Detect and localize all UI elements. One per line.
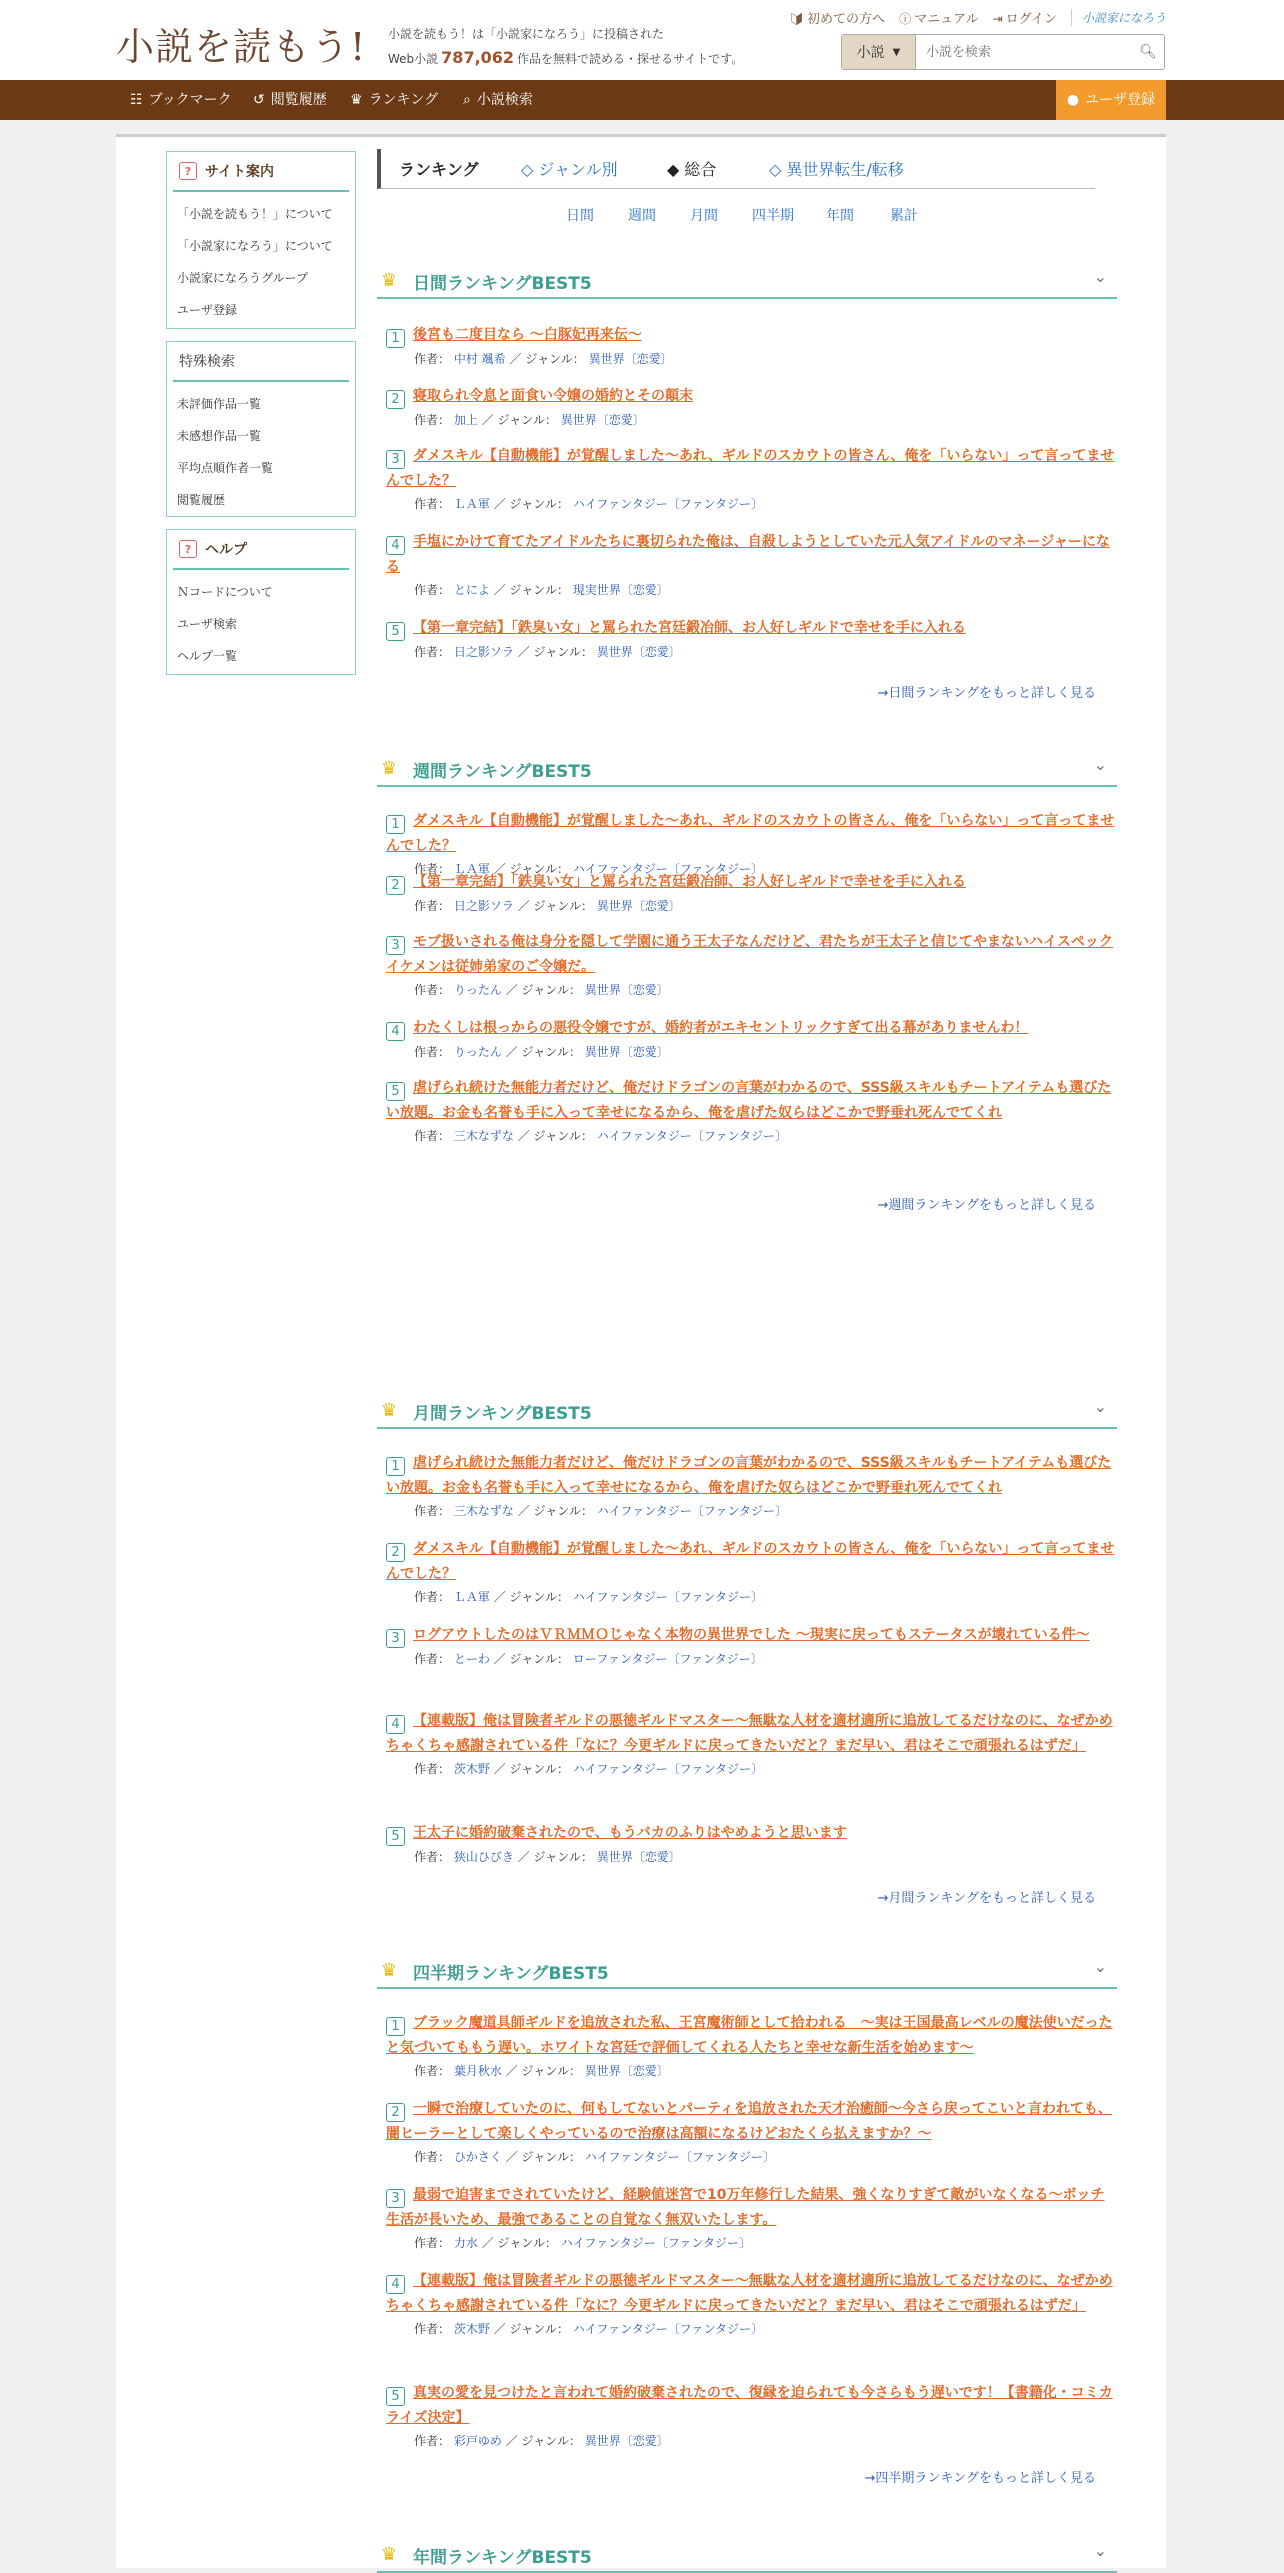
- ranking-entry: [386, 870, 1116, 914]
- author-label: 作者：: [414, 1045, 451, 1059]
- novel-title-link[interactable]: 【第一章完結】「鉄臭い女」と罵られた宮廷鍛冶師、お人好しギルドで幸せを手に入れる: [413, 620, 966, 636]
- rank-number: 4: [386, 2275, 405, 2294]
- author-link[interactable]: りったん: [453, 983, 502, 997]
- genre-label: ／ ジャンル：: [493, 1652, 569, 1666]
- author-link[interactable]: 狭山ひびき: [453, 1850, 514, 1864]
- tagline-line-1: 小説を読もう！は「小説家になろう」に投稿された: [388, 27, 665, 41]
- author-link[interactable]: 茨木野: [453, 1762, 490, 1776]
- sidebar-link-user-search[interactable]: ユーザ検索: [177, 617, 238, 631]
- novel-title-link[interactable]: わたくしは根っからの悪役令嬢ですが、婚約者がエキセントリックすぎて出る幕がありませんわ！: [413, 1020, 1029, 1036]
- search-box: [841, 34, 1165, 70]
- help-circle-icon: ⓘ: [899, 12, 912, 26]
- genre-link[interactable]: 異世界〔恋愛〕: [560, 413, 645, 427]
- novel-meta: [386, 2062, 1116, 2079]
- ranking-entry: [386, 2097, 1116, 2165]
- author-label: 作者：: [414, 2434, 451, 2448]
- author-label: 作者：: [414, 2150, 451, 2164]
- nav-history-label: 閲覧履歴: [270, 92, 327, 108]
- novel-title-link[interactable]: ブラック魔道具師ギルドを追放された私、王宮魔術師として拾われる 〜実は王国最高レベルの魔法使いだったと気づいてももう遅い。ホワイトな宮廷で評価してくれる人たちと幸せな新生活を始めます〜: [386, 2015, 1113, 2056]
- sidebar-special-search: [166, 341, 356, 517]
- ranking-entry: [386, 1537, 1116, 1605]
- sidebar-link-narou-group[interactable]: 小説家になろうグループ: [177, 271, 309, 285]
- author-label: 作者：: [414, 1590, 451, 1604]
- top-links: [789, 8, 1166, 27]
- novel-title-link[interactable]: ダメスキル【自動機能】が覚醒しました〜あれ、ギルドのスカウトの皆さん、俺を「いらない」って言ってませんでした？: [386, 448, 1115, 489]
- author-label: 作者：: [414, 413, 451, 427]
- novel-meta: [386, 1502, 1116, 1519]
- question-icon: ?: [179, 540, 197, 558]
- novel-meta: [386, 981, 1116, 998]
- crown-icon: ♛: [381, 2544, 398, 2565]
- author-link[interactable]: 力水: [453, 2236, 478, 2250]
- narou-brand-link[interactable]: 小説家になろう: [1071, 9, 1166, 26]
- ranking-entry: [386, 2269, 1116, 2337]
- rank-number: 3: [386, 2189, 405, 2208]
- genre-link[interactable]: ハイファンタジー〔ファンタジー〕: [584, 2150, 775, 2164]
- rank-number: 1: [386, 815, 405, 834]
- genre-label: ／ ジャンル：: [505, 2064, 581, 2078]
- novel-title-link[interactable]: 最弱で迫害までされていたけど、経験値迷宮で10万年修行した結果、強くなりすぎて敵がいなくなる〜ボッチ生活が長いため、最強であることの自覚なく無双いたします。: [386, 2187, 1105, 2228]
- nav-history[interactable]: [253, 80, 327, 120]
- chevron-down-icon[interactable]: ⌄: [1093, 1397, 1107, 1416]
- genre-label: ／ ジャンル：: [505, 1045, 581, 1059]
- sidebar-guide-title-text: サイト案内: [205, 164, 275, 180]
- genre-link[interactable]: 異世界〔恋愛〕: [584, 1045, 669, 1059]
- section-title: 月間ランキングBEST5: [413, 1404, 592, 1424]
- chevron-down-icon: ▼: [892, 46, 901, 58]
- ranking-entry: [386, 384, 1116, 428]
- rank-number: 5: [386, 2387, 405, 2406]
- novel-meta: [386, 2148, 1116, 2165]
- beginners-link[interactable]: [789, 8, 885, 27]
- user-icon: ●: [1066, 92, 1080, 108]
- more-ranking-link[interactable]: →日間ランキングをもっと詳しく見る: [877, 686, 1096, 701]
- sidebar-help-title-text: ヘルプ: [205, 542, 247, 558]
- author-label: 作者：: [414, 2322, 451, 2336]
- genre-label: ／ ジャンル：: [481, 413, 557, 427]
- genre-label: ／ ジャンル：: [493, 583, 569, 597]
- author-label: 作者：: [414, 862, 451, 876]
- novel-title-link[interactable]: 【第一章完結】「鉄臭い女」と罵られた宮廷鍛冶師、お人好しギルドで幸せを手に入れる: [413, 874, 966, 890]
- novel-meta: [386, 2320, 1116, 2337]
- genre-label: ／ ジャンル：: [493, 2322, 569, 2336]
- novel-meta: [386, 897, 1116, 914]
- novel-title-link[interactable]: 王太子に婚約破棄されたので、もうバカのふりはやめようと思います: [413, 1825, 847, 1841]
- novel-meta: [386, 581, 1116, 598]
- genre-label: ／ ジャンル：: [517, 1850, 593, 1864]
- nav-ranking[interactable]: [350, 80, 438, 120]
- ranking-entry: [386, 930, 1116, 998]
- genre-link[interactable]: ハイファンタジー〔ファンタジー〕: [560, 2236, 751, 2250]
- author-label: 作者：: [414, 1504, 451, 1518]
- crown-icon: ♛: [381, 1960, 398, 1981]
- genre-link[interactable]: 異世界〔恋愛〕: [588, 352, 673, 366]
- rank-number: 1: [386, 2017, 405, 2036]
- genre-link[interactable]: 異世界〔恋愛〕: [596, 1850, 681, 1864]
- sidebar-guide-title: [173, 152, 349, 192]
- rank-number: 4: [386, 536, 405, 555]
- novel-title-link[interactable]: 虐げられ続けた無能力者だけど、俺だけドラゴンの言葉がわかるので、SSS級スキルもチートアイテムも選びたい放題。お金も名誉も手に入って幸せになるから、俺を虐げた奴らはどこかで野垂れ死んでてくれ: [386, 1455, 1112, 1496]
- author-label: 作者：: [414, 1762, 451, 1776]
- genre-link[interactable]: 異世界〔恋愛〕: [584, 2434, 669, 2448]
- section-title: 日間ランキングBEST5: [413, 274, 592, 294]
- author-link[interactable]: とによ: [453, 583, 490, 597]
- novel-meta: [386, 2234, 1116, 2251]
- ranking-entry: [386, 2183, 1116, 2251]
- ranking-entry: [386, 1016, 1116, 1060]
- login-icon: ⇥: [992, 12, 1003, 26]
- novel-meta: [386, 2432, 1116, 2449]
- genre-label: ／ ジャンル：: [517, 645, 593, 659]
- tagline-line-2: [388, 46, 743, 71]
- period-monthly[interactable]: 月間: [690, 208, 718, 224]
- author-link[interactable]: ひかさく: [453, 2150, 502, 2164]
- ranking-entry: [386, 2381, 1116, 2449]
- more-ranking-link[interactable]: →四半期ランキングをもっと詳しく見る: [864, 2471, 1096, 2486]
- chevron-down-icon[interactable]: ⌄: [1093, 267, 1107, 286]
- manual-link[interactable]: [899, 8, 979, 27]
- period-weekly[interactable]: 週間: [628, 208, 656, 224]
- tab-isekai[interactable]: ◇ 異世界転生/転移: [769, 160, 904, 179]
- ranking-entry: [386, 323, 1116, 367]
- chevron-down-icon[interactable]: ⌄: [1093, 2541, 1107, 2560]
- search-button[interactable]: [1132, 35, 1164, 69]
- author-link[interactable]: 三木なずな: [453, 1504, 514, 1518]
- author-link[interactable]: ＬＡ軍: [453, 862, 490, 876]
- question-icon: ?: [179, 162, 197, 180]
- novel-meta: [386, 495, 1116, 512]
- author-label: 作者：: [414, 2236, 451, 2250]
- crown-icon: ♛: [381, 758, 398, 779]
- novel-meta: [386, 1848, 1116, 1865]
- sidebar-link-user-register[interactable]: ユーザ登録: [177, 303, 238, 317]
- search-icon: ⌕: [463, 92, 471, 108]
- rank-number: 5: [386, 1082, 405, 1101]
- section-title: 週間ランキングBEST5: [413, 762, 592, 782]
- author-link[interactable]: 日之影ソラ: [453, 645, 514, 659]
- author-label: 作者：: [414, 899, 451, 913]
- author-link[interactable]: 中村 颯希: [453, 352, 506, 366]
- site-logo[interactable]: 小説を読もう!: [116, 25, 367, 69]
- novel-meta: [386, 350, 1116, 367]
- tab-overall[interactable]: ◆ 総合: [667, 160, 717, 179]
- rank-number: 2: [386, 876, 405, 895]
- sidebar-link-about-narou[interactable]: 「小説家になろう」について: [177, 239, 333, 253]
- novel-title-link[interactable]: ダメスキル【自動機能】が覚醒しました〜あれ、ギルドのスカウトの皆さん、俺を「いらない」って言ってませんでした？: [386, 813, 1115, 854]
- genre-link[interactable]: ハイファンタジー〔ファンタジー〕: [572, 1762, 763, 1776]
- genre-label: ／ ジャンル：: [493, 1762, 569, 1776]
- crown-icon: ♛: [350, 92, 363, 108]
- rank-number: 3: [386, 1629, 405, 1648]
- history-icon: ↺: [253, 92, 265, 108]
- nav-search[interactable]: [463, 80, 533, 120]
- section-header[interactable]: [377, 1393, 1117, 1429]
- ranking-entry: [386, 444, 1116, 512]
- novel-title-link[interactable]: 【連載版】俺は冒険者ギルドの悪徳ギルドマスター〜無駄な人材を適材適所に追放してるだけなのに、なぜかめちゃくちゃ感謝されている件「なに？今更ギルドに戻ってきたいだと？まだ早い、君はそこで頑張れるはずだ」: [386, 2273, 1113, 2314]
- ranking-tabs: [377, 149, 1095, 189]
- rank-number: 4: [386, 1715, 405, 1734]
- ranking-entry: [386, 1709, 1116, 1777]
- login-label: ログイン: [1005, 12, 1057, 27]
- author-label: 作者：: [414, 352, 451, 366]
- novel-title-link[interactable]: モブ扱いされる俺は身分を隠して学園に通う王太子なんだけど、君たちが王太子と信じてやまないハイスペックイケメンは従姉弟家のご令嬢だ。: [386, 934, 1113, 975]
- nav-ranking-label: ランキング: [368, 92, 439, 108]
- genre-label: ／ ジャンル：: [509, 352, 585, 366]
- genre-link[interactable]: 異世界〔恋愛〕: [584, 983, 669, 997]
- bookmark-list-icon: ☷: [130, 92, 143, 108]
- author-link[interactable]: りったん: [453, 1045, 502, 1059]
- genre-label: ／ ジャンル：: [517, 899, 593, 913]
- tab-genre[interactable]: ◇ ジャンル別: [521, 160, 618, 179]
- manual-label: マニュアル: [914, 12, 979, 27]
- novel-title-link[interactable]: ダメスキル【自動機能】が覚醒しました〜あれ、ギルドのスカウトの皆さん、俺を「いらない」って言ってませんでした？: [386, 1541, 1115, 1582]
- search-icon: 🔍︎: [1139, 44, 1157, 60]
- period-total[interactable]: 累計: [890, 208, 918, 224]
- ranking-entry: [386, 1451, 1116, 1519]
- novel-meta: [386, 1650, 1116, 1667]
- rank-number: 2: [386, 1543, 405, 1562]
- tagline-suffix: 作品を無料で読める・探せるサイトです。: [517, 52, 744, 66]
- genre-link[interactable]: 現実世界〔恋愛〕: [572, 583, 669, 597]
- section-title: 年間ランキングBEST5: [413, 2548, 592, 2568]
- sidebar-special-title: 特殊検索: [173, 342, 349, 382]
- author-label: 作者：: [414, 583, 451, 597]
- author-label: 作者：: [414, 983, 451, 997]
- section-title: 四半期ランキングBEST5: [413, 1964, 609, 1984]
- sidebar-help: [166, 529, 356, 675]
- search-input[interactable]: [916, 35, 1132, 69]
- section-header[interactable]: [377, 751, 1117, 787]
- sidebar-link-no-review[interactable]: 未感想作品一覧: [177, 429, 262, 443]
- genre-link[interactable]: 異世界〔恋愛〕: [596, 645, 681, 659]
- novel-meta: [386, 411, 1116, 428]
- novel-meta: [386, 1588, 1116, 1605]
- sidebar-link-help-list[interactable]: ヘルプ一覧: [177, 649, 238, 663]
- chevron-down-icon[interactable]: ⌄: [1093, 1957, 1107, 1976]
- rank-number: 3: [386, 936, 405, 955]
- nav-bookmark[interactable]: [130, 80, 232, 120]
- genre-link[interactable]: ハイファンタジー〔ファンタジー〕: [572, 497, 763, 511]
- genre-label: ／ ジャンル：: [493, 497, 569, 511]
- rank-number: 5: [386, 1827, 405, 1846]
- more-ranking-link[interactable]: →月間ランキングをもっと詳しく見る: [877, 1891, 1096, 1906]
- genre-label: ／ ジャンル：: [481, 2236, 557, 2250]
- section-header[interactable]: [377, 263, 1117, 299]
- genre-link[interactable]: ハイファンタジー〔ファンタジー〕: [596, 1504, 787, 1518]
- genre-label: ／ ジャンル：: [517, 1129, 593, 1143]
- register-label: ユーザ登録: [1085, 92, 1156, 108]
- ranking-entry: [386, 616, 1116, 660]
- period-daily[interactable]: 日間: [566, 208, 594, 224]
- rank-number: 2: [386, 390, 405, 409]
- genre-label: ／ ジャンル：: [505, 983, 581, 997]
- novel-title-link[interactable]: 後宮も二度目なら 〜白豚妃再来伝〜: [413, 327, 642, 343]
- chevron-down-icon[interactable]: ⌄: [1093, 755, 1107, 774]
- tab-ranking-current: ランキング: [399, 160, 479, 179]
- nav-search-label: 小説検索: [476, 92, 533, 108]
- search-type-select[interactable]: [842, 35, 916, 69]
- login-link[interactable]: [993, 8, 1057, 27]
- novel-meta: [386, 1127, 1116, 1144]
- author-link[interactable]: ＬＡ軍: [453, 1590, 490, 1604]
- author-label: 作者：: [414, 1850, 451, 1864]
- sidebar-link-history[interactable]: 閲覧履歴: [177, 493, 226, 507]
- author-link[interactable]: 茨木野: [453, 2322, 490, 2336]
- sidebar-guide: [166, 151, 356, 329]
- rank-number: 5: [386, 622, 405, 641]
- author-link[interactable]: 日之影ソラ: [453, 899, 514, 913]
- nav-bookmark-label: ブックマーク: [148, 92, 232, 108]
- ranking-entry: [386, 809, 1116, 877]
- genre-link[interactable]: ハイファンタジー〔ファンタジー〕: [572, 2322, 763, 2336]
- genre-link[interactable]: 異世界〔恋愛〕: [584, 2064, 669, 2078]
- genre-link[interactable]: 異世界〔恋愛〕: [596, 899, 681, 913]
- sidebar-link-avg-score-authors[interactable]: 平均点順作者一覧: [177, 461, 274, 475]
- section-header[interactable]: [377, 1953, 1117, 1989]
- genre-link[interactable]: ハイファンタジー〔ファンタジー〕: [572, 1590, 763, 1604]
- genre-link[interactable]: ハイファンタジー〔ファンタジー〕: [596, 1129, 787, 1143]
- period-quarterly[interactable]: 四半期: [752, 208, 794, 224]
- beginners-label: 初めての方へ: [807, 12, 886, 27]
- content-card: [116, 134, 1166, 2568]
- sidebar-link-unrated[interactable]: 未評価作品一覧: [177, 397, 262, 411]
- more-ranking-link[interactable]: →週間ランキングをもっと詳しく見る: [877, 1198, 1096, 1213]
- tagline-prefix: Web小説: [388, 52, 439, 66]
- author-label: 作者：: [414, 645, 451, 659]
- novel-title-link[interactable]: 一瞬で治療していたのに、何もしてないとパーティを追放された天才治癒師〜今さら戻ってこいと言われても、闇ヒーラーとして楽しくやっているので治療は高額になるけどおたくら払えますか？〜: [386, 2101, 1112, 2142]
- author-link[interactable]: 葉月秋水: [453, 2064, 502, 2078]
- genre-label: ／ ジャンル：: [505, 2434, 581, 2448]
- novel-meta: [386, 643, 1116, 660]
- rank-number: 1: [386, 1457, 405, 1476]
- genre-label: ／ ジャンル：: [517, 1504, 593, 1518]
- search-type-value: 小説: [856, 45, 885, 61]
- novel-count: 787,062: [441, 48, 515, 67]
- genre-label: ／ ジャンル：: [493, 862, 569, 876]
- rank-number: 1: [386, 329, 405, 348]
- genre-link[interactable]: ハイファンタジー〔ファンタジー〕: [572, 862, 763, 876]
- novel-title-link[interactable]: ログアウトしたのはＶＲＭＭＯじゃなく本物の異世界でした 〜現実に戻ってもステータスが壊れている件〜: [413, 1627, 1090, 1643]
- period-yearly[interactable]: 年間: [826, 208, 854, 224]
- novel-meta: [386, 1043, 1116, 1060]
- genre-label: ／ ジャンル：: [505, 2150, 581, 2164]
- novel-title-link[interactable]: 真実の愛を見つけたと言われて婚約破棄されたので、復縁を迫られても今さらもう遅いです！【書籍化・コミカライズ決定】: [386, 2385, 1113, 2426]
- author-label: 作者：: [414, 1129, 451, 1143]
- beginner-mark-icon: 🔰︎: [788, 12, 805, 26]
- author-link[interactable]: 彩戸ゆめ: [453, 2434, 502, 2448]
- site-tagline: [388, 22, 743, 71]
- ranking-entry: [386, 1076, 1116, 1144]
- ranking-entry: [386, 530, 1116, 598]
- rank-number: 3: [386, 450, 405, 469]
- genre-label: ／ ジャンル：: [493, 1590, 569, 1604]
- genre-link[interactable]: ローファンタジー〔ファンタジー〕: [572, 1652, 763, 1666]
- author-label: 作者：: [414, 2064, 451, 2078]
- author-link[interactable]: ＬＡ軍: [453, 497, 490, 511]
- register-button[interactable]: [1056, 80, 1166, 120]
- author-link[interactable]: 加上: [453, 413, 478, 427]
- author-label: 作者：: [414, 497, 451, 511]
- author-link[interactable]: 三木なずな: [453, 1129, 514, 1143]
- main-nav: [0, 80, 1284, 120]
- novel-title-link[interactable]: 寝取られ令息と面食い令嬢の婚約とその顛末: [413, 388, 693, 404]
- novel-title-link[interactable]: 【連載版】俺は冒険者ギルドの悪徳ギルドマスター〜無駄な人材を適材適所に追放してるだけなのに、なぜかめちゃくちゃ感謝されている件「なに？今更ギルドに戻ってきたいだと？まだ早い、君はそこで頑張れるはずだ」: [386, 1713, 1113, 1754]
- sidebar-help-title: [173, 530, 349, 570]
- author-link[interactable]: とーわ: [453, 1652, 490, 1666]
- ranking-entry: [386, 2011, 1116, 2079]
- rank-number: 4: [386, 1022, 405, 1041]
- site-header: [0, 0, 1284, 80]
- ranking-entry: [386, 1821, 1116, 1865]
- sidebar-link-ncode[interactable]: Ｎコードについて: [177, 585, 273, 599]
- crown-icon: ♛: [381, 1400, 398, 1421]
- sidebar-link-about-yomou[interactable]: 「小説を読もう！」について: [177, 207, 333, 221]
- ranking-entry: [386, 1623, 1116, 1667]
- rank-number: 2: [386, 2103, 405, 2122]
- novel-title-link[interactable]: 虐げられ続けた無能力者だけど、俺だけドラゴンの言葉がわかるので、SSS級スキルもチートアイテムも選びたい放題。お金も名誉も手に入って幸せになるから、俺を虐げた奴らはどこかで野垂れ死んでてくれ: [386, 1080, 1112, 1121]
- crown-icon: ♛: [381, 270, 398, 291]
- novel-meta: [386, 1760, 1116, 1777]
- author-label: 作者：: [414, 1652, 451, 1666]
- novel-title-link[interactable]: 手塩にかけて育てたアイドルたちに裏切られた俺は、自殺しようとしていた元人気アイドルのマネージャーになる: [386, 534, 1110, 575]
